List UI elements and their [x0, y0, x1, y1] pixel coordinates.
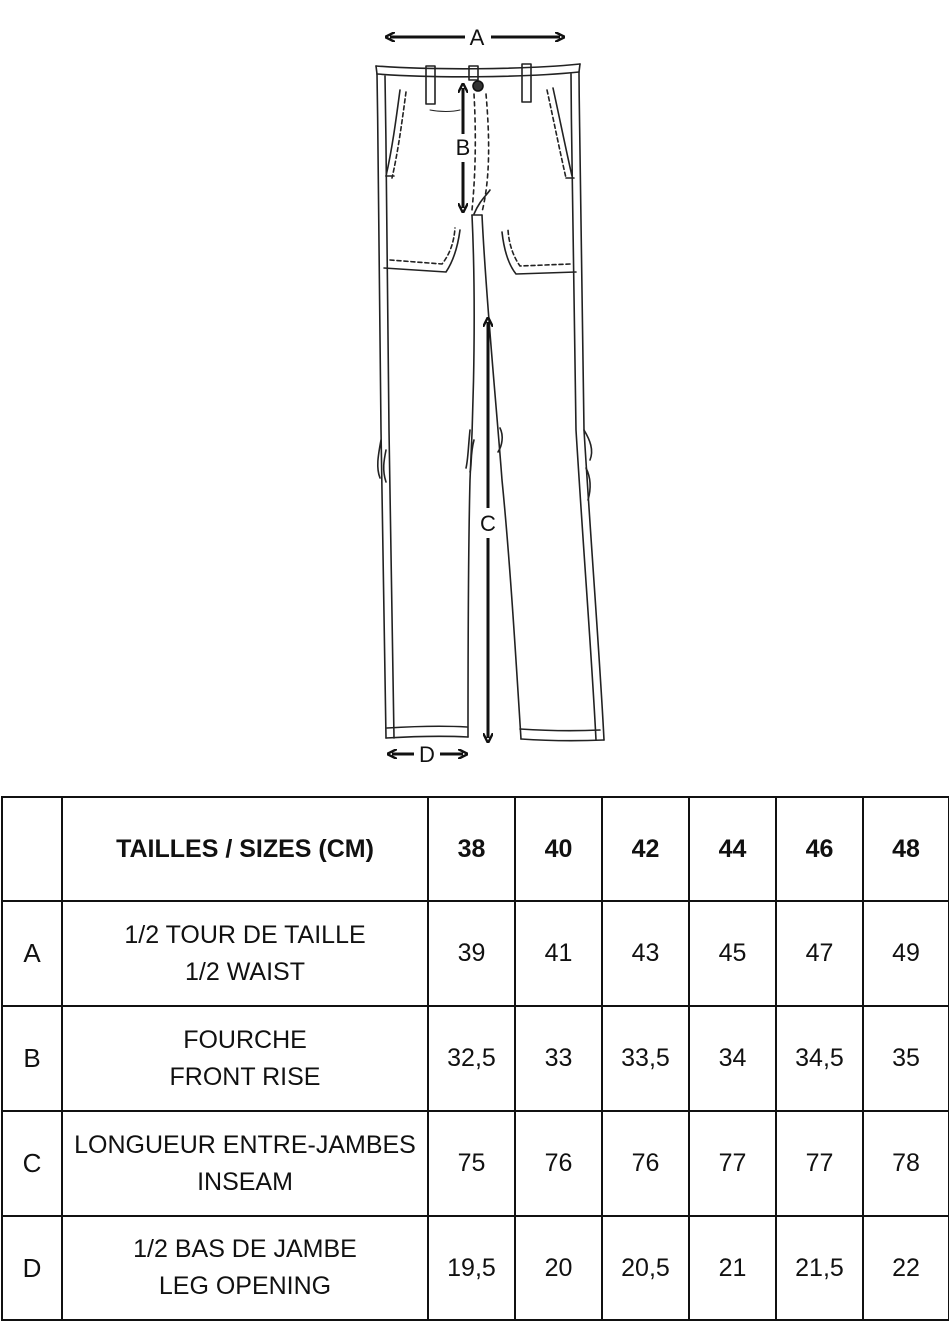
value-cell: 35: [863, 1006, 949, 1111]
value-cell: 49: [863, 901, 949, 1006]
value-cell: 39: [428, 901, 515, 1006]
value-cell: 20,5: [602, 1216, 689, 1320]
value-cell: 76: [602, 1111, 689, 1216]
value-cell: 43: [602, 901, 689, 1006]
size-chart-table: [1, 796, 949, 1321]
value-cell: 22: [863, 1216, 949, 1320]
trouser-sketch: [376, 64, 604, 741]
value-cell: 21: [689, 1216, 776, 1320]
value-cell: 19,5: [428, 1216, 515, 1320]
value-cell: 76: [515, 1111, 602, 1216]
value-cell: 47: [776, 901, 863, 1006]
row-letter: C: [2, 1111, 62, 1216]
measurement-label: [62, 901, 428, 1006]
row-letter: A: [2, 901, 62, 1006]
value-cell: 34,5: [776, 1006, 863, 1111]
value-cell: 45: [689, 901, 776, 1006]
value-cell: 20: [515, 1216, 602, 1320]
label-fr: 1/2 BAS DE JAMBE: [133, 1235, 357, 1263]
table-row: [2, 1216, 949, 1320]
sizes-header-label: TAILLES / SIZES (CM): [62, 797, 428, 901]
size-header: 42: [602, 797, 689, 901]
size-header: 40: [515, 797, 602, 901]
measurement-label: [62, 1216, 428, 1320]
corner-cell: [2, 797, 62, 901]
value-cell: 33,5: [602, 1006, 689, 1111]
size-header: 38: [428, 797, 515, 901]
table-row: [2, 901, 949, 1006]
row-letter: D: [2, 1216, 62, 1320]
value-cell: 34: [689, 1006, 776, 1111]
value-cell: 77: [689, 1111, 776, 1216]
label-fr: 1/2 TOUR DE TAILLE: [124, 920, 366, 949]
value-cell: 78: [863, 1111, 949, 1216]
value-cell: 75: [428, 1111, 515, 1216]
measurement-label: [62, 1111, 428, 1216]
label-fr: FOURCHE: [183, 1025, 307, 1054]
value-cell: 77: [776, 1111, 863, 1216]
size-header: 44: [689, 797, 776, 901]
header-row: [2, 797, 949, 901]
marker-b: B: [455, 135, 471, 160]
marker-d: D: [419, 742, 435, 767]
value-cell: 33: [515, 1006, 602, 1111]
marker-a: A: [469, 25, 485, 50]
label-en: LEG OPENING: [158, 1272, 332, 1300]
size-header: 46: [776, 797, 863, 901]
label-en: FRONT RISE: [169, 1062, 321, 1091]
value-cell: 32,5: [428, 1006, 515, 1111]
table-row: [2, 1006, 949, 1111]
table-row: [2, 1111, 949, 1216]
label-en: 1/2 WAIST: [185, 957, 305, 986]
label-en: INSEAM: [197, 1167, 293, 1196]
value-cell: 21,5: [776, 1216, 863, 1320]
row-letter: B: [2, 1006, 62, 1111]
size-header: 48: [863, 797, 949, 901]
measurement-label: [62, 1006, 428, 1111]
label-fr: LONGUEUR ENTRE-JAMBES: [74, 1130, 416, 1159]
marker-c: C: [480, 511, 496, 536]
value-cell: 41: [515, 901, 602, 1006]
